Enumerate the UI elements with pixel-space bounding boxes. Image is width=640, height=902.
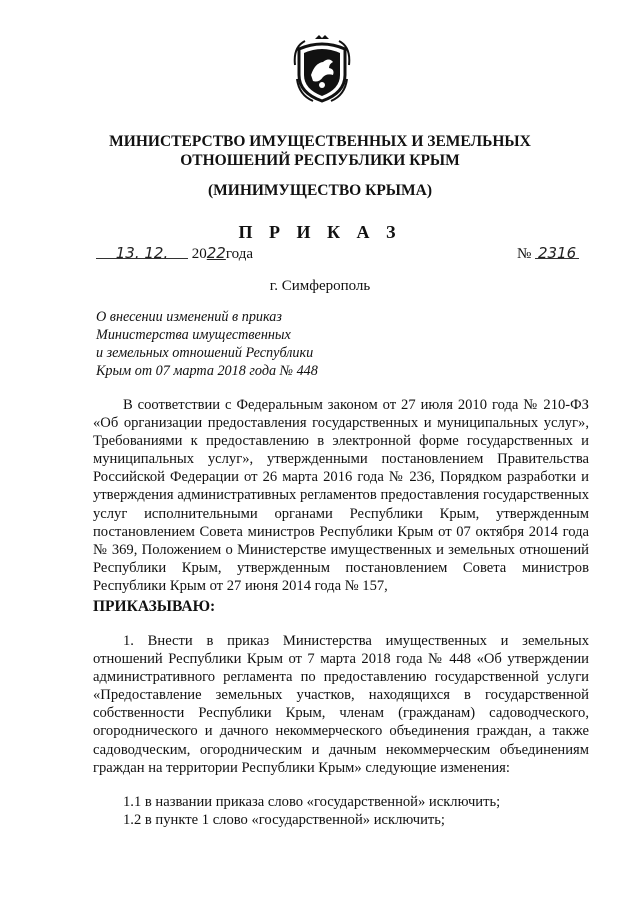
year-word: года [225, 246, 253, 262]
number-sign: № [517, 246, 532, 262]
order-date [96, 244, 253, 263]
orders-heading: ПРИКАЗЫВАЮ: [93, 598, 216, 615]
subject-line2: Министерства имущественных [96, 327, 291, 343]
subject-line1: О внесении изменений в приказ [96, 309, 282, 325]
subitem-1-1: 1.1 в названии приказа слово «государственной» исключить; [123, 794, 501, 810]
document-type: П Р И К А З [238, 222, 402, 242]
city: г. Симферополь [269, 278, 371, 294]
item1-text: 1. Внести в приказ Министерства имущественных и земельных отношений Республики Крым от 7 марта 2018 года № 448 «Об утверждении административного регламента по предоставлению государственной услуги «Предоставление земельных участков, находящихся в государственной собственности Республики Крым, членам (гражданам) садоводческого, огороднического и дачного некоммерческого объединения граждан, а также садоводческим, огородническим и дачным некоммерческим объединениям граждан на территории Республики Крым» следующие изменения: [93, 633, 589, 776]
handwritten-day-month: 13. 12. [115, 244, 169, 262]
crimea-coat-of-arms-icon [293, 35, 351, 105]
subject-line4: Крым от 07 марта 2018 года № 448 [96, 363, 318, 379]
preamble-text: В соответствии с Федеральным законом от 27 июля 2010 года № 210-ФЗ «Об организации предоставления государственных и муниципальных услуг», Требованиями к предоставлению в электронной форме государственных и муниципальных услуг», утвержденными постановлением Правительства Российской Федерации от 26 марта 2016 года № 236, Порядком разработки и утверждения административных регламентов предоставления государственных услуг исполнительными органами Республики Крым, утвержденным постановлением Совета министров Республики Крым от 07 октября 2014 года № 369, Положением о Министерстве имущественных и земельных отношений Республики Крым, утвержденным постановлением Совета министров Республики Крым от 27 июня 2014 года № 157, [93, 397, 589, 594]
order-number [517, 244, 579, 263]
order-subject [96, 308, 318, 380]
ministry-name-line2: ОТНОШЕНИЙ РЕСПУБЛИКИ КРЫМ [180, 152, 460, 169]
preamble-paragraph [93, 396, 589, 595]
subitem-1-2: 1.2 в пункте 1 слово «государственной» исключить; [123, 812, 445, 828]
ministry-name-line1: МИНИСТЕРСТВО ИМУЩЕСТВЕННЫХ И ЗЕМЕЛЬНЫХ [109, 133, 531, 150]
handwritten-year: 22 [206, 244, 226, 262]
ministry-short-name: (МИНИМУЩЕСТВО КРЫМА) [207, 182, 433, 199]
subject-line3: и земельных отношений Республики [96, 345, 314, 361]
handwritten-number: 2316 [537, 244, 577, 262]
item1-paragraph [93, 632, 589, 777]
ministry-name [0, 132, 640, 170]
year-prefix: 20 [191, 246, 207, 262]
